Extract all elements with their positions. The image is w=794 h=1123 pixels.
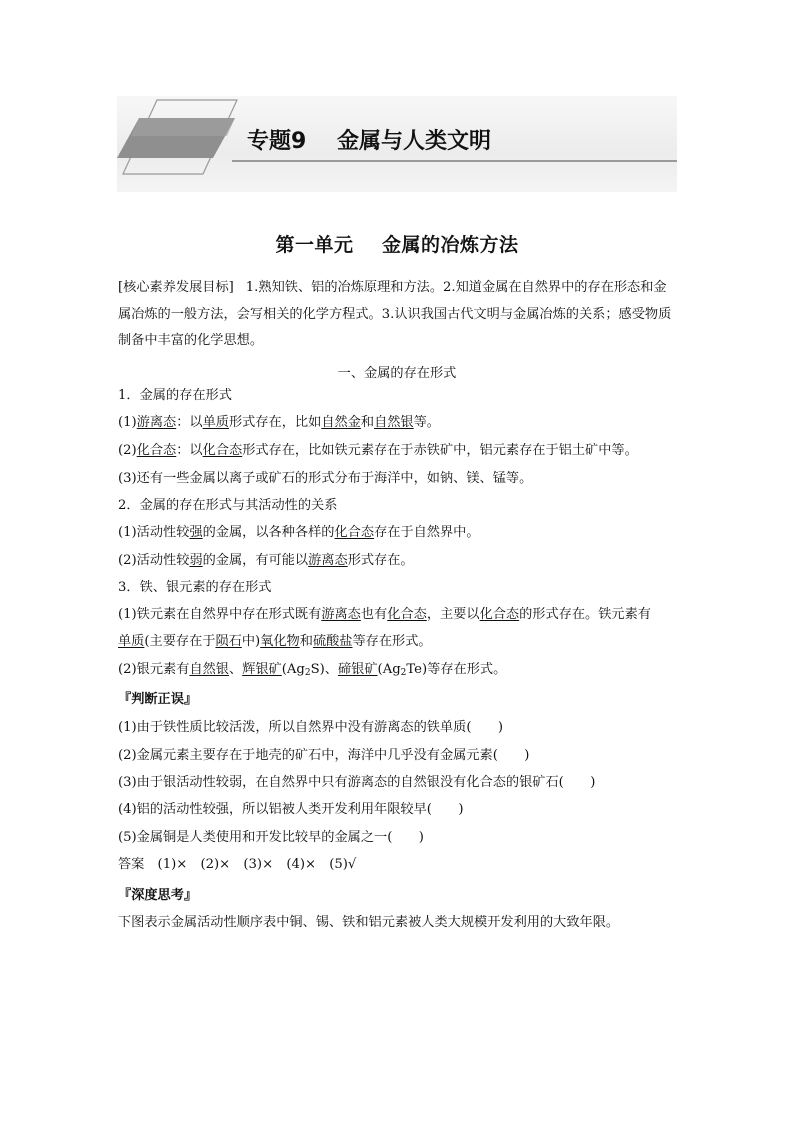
s1-answer-1: 游离态 [136, 415, 177, 430]
goals-label: [核心素养发展目标] [118, 280, 234, 295]
s1-answer-6: 化合态 [202, 443, 243, 458]
judge-tag: 『判断正误』 [118, 692, 198, 707]
goals-text: 1.熟知铁、铝的冶炼原理和方法。2.知道金属在自然界中的存在形态和金属冶炼的一般方法，会写相关的化学方程式。3.认识我国古代文明与金属冶炼的关系；感受物质制备中丰富的化学思想。 [118, 280, 672, 348]
judge-question-4: (4)铝的活动性较强，所以铝被人类开发利用年限较早( ) [118, 802, 464, 817]
s3-answer-10: 碲银矿 [337, 662, 378, 677]
s1-line2: (2)化合态：以化合态形式存在，比如铁元素存在于赤铁矿中，铝元素存在于铝土矿中等。 [118, 443, 638, 458]
unit-title: 第一单元 金属的冶炼方法 [275, 234, 519, 256]
judge-question-2: (2)金属元素主要存在于地壳的矿石中，海洋中几乎没有金属元素( ) [118, 748, 530, 763]
topic-title: 专题9 金属与人类文明 [247, 129, 491, 154]
s3-answer-3: 化合态 [479, 607, 520, 622]
s3-answer-7: 硫酸盐 [312, 634, 353, 649]
s3-answer-1: 游离态 [321, 607, 361, 622]
s2-answer-2: 化合态 [334, 525, 375, 540]
s2-line2: (2)活动性较弱的金属，有可能以游离态形式存在。 [118, 553, 414, 568]
s2-line1: (1)活动性较强的金属，以各种各样的化合态存在于自然界中。 [118, 525, 480, 540]
s3-answer-2: 化合态 [387, 607, 427, 622]
goals-paragraph [118, 275, 678, 355]
banner-rule [232, 160, 677, 162]
s3-answer-4: 单质 [118, 634, 145, 649]
s1-answer-2: 单质 [202, 415, 229, 430]
s3-answer-5: 陨石 [215, 634, 242, 649]
s3-line3: (2)银元素有自然银、辉银矿$(Ag_2S)$、碲银矿$(Ag_2Te)$等存在形式。 [118, 662, 507, 678]
think-text: 下图表示金属活动性顺序表中铜、锡、铁和铝元素被人类大规模开发利用的大致年限。 [118, 915, 620, 930]
s3-answer-6: 氧化物 [260, 634, 300, 649]
section-label: Section 9 [4, 125, 104, 147]
s3-answer-9: 辉银矿 [242, 662, 282, 677]
s3-answer-8: 自然银 [189, 662, 229, 677]
s2-heading: 2．金属的存在形式与其活动性的关系 [118, 498, 338, 513]
judge-question-1: (1)由于铁性质比较活泼，所以自然界中没有游离态的铁单质( ) [118, 720, 504, 735]
s3-line2: 单质(主要存在于陨石中)氧化物和硫酸盐等存在形式。 [118, 634, 432, 649]
part1-title: 一、金属的存在形式 [337, 366, 457, 381]
s1-answer-4: 自然银 [374, 415, 414, 430]
think-tag: 『深度思考』 [118, 888, 198, 903]
s1-line1: (1)游离态：以单质形式存在，比如自然金和自然银等。 [118, 415, 440, 430]
s1-line3: (3)还有一些金属以离子或矿石的形式分布于海洋中，如钠、镁、锰等。 [118, 471, 533, 486]
s1-heading: 1．金属的存在形式 [118, 388, 232, 403]
s2-answer-3: 弱 [189, 553, 203, 568]
s2-answer-1: 强 [189, 525, 203, 540]
s1-answer-5: 化合态 [136, 443, 177, 458]
s1-answer-3: 自然金 [321, 415, 361, 430]
s3-heading: 3．铁、银元素的存在形式 [118, 580, 272, 595]
s3-line1: (1)铁元素在自然界中存在形式既有游离态也有化合态，主要以化合态的形式存在。铁元素有 [118, 607, 651, 622]
judge-answer: 答案 (1)× (2)× (3)× (4)× (5)√ [118, 857, 357, 872]
judge-question-3: (3)由于银活动性较弱，在自然界中只有游离态的自然银没有化合态的银矿石( ) [118, 775, 596, 790]
judge-question-5: (5)金属铜是人类使用和开发比较早的金属之一( ) [118, 830, 424, 845]
s2-answer-4: 游离态 [308, 553, 348, 568]
